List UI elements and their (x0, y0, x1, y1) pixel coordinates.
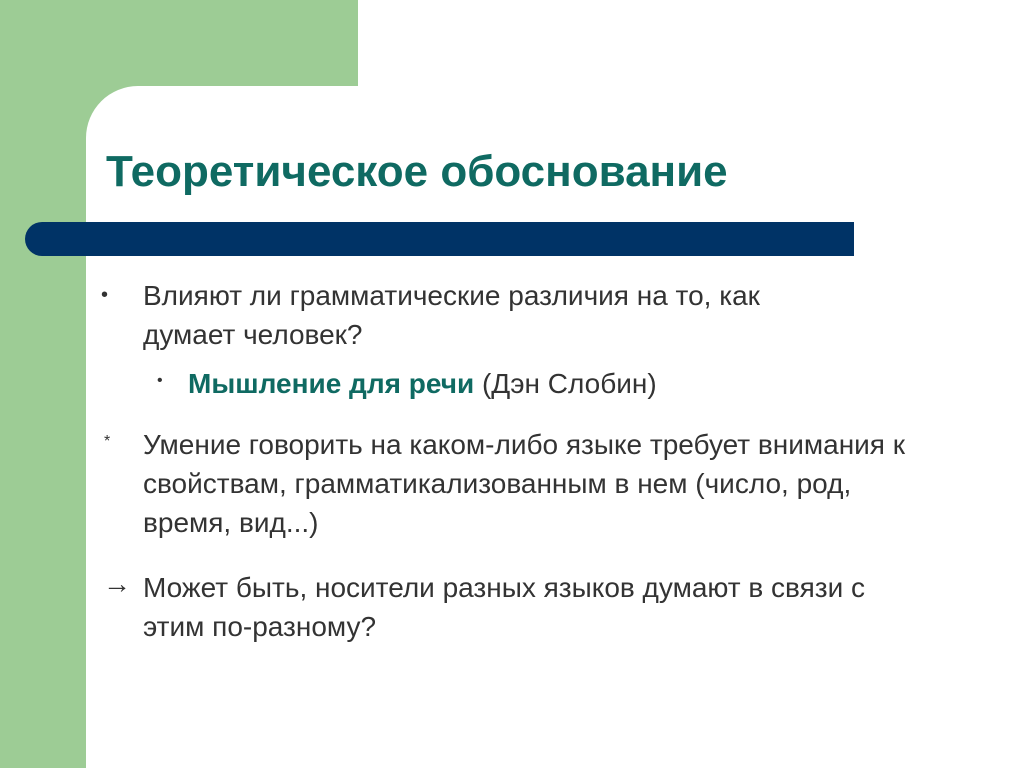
thinking-for-speaking-term: Мышление для речи (188, 368, 475, 399)
bullet-item-grammar-question: Влияют ли грамматические различия на то, как думает человек? (143, 280, 760, 350)
asterisk-marker: * (104, 433, 111, 450)
bullet-marker: • (101, 284, 109, 306)
arrow-marker: → (103, 568, 131, 599)
title-underline-bar (25, 222, 854, 256)
sub-bullet-marker: • (157, 372, 163, 389)
slobin-attribution: (Дэн Слобин) (474, 368, 657, 399)
slide-title: Теоретическое обоснование (106, 147, 728, 196)
sub-bullet-item-slobin (188, 364, 888, 403)
bullet-item-grammatical-features: Умение говорить на каком-либо языке требует внимания к свойствам, грамматикализованным в нем (число, род, время, вид...) (143, 429, 905, 538)
bullet-item-conclusion: Может быть, носители разных языков думают в связи с этим по-разному? (143, 572, 866, 642)
